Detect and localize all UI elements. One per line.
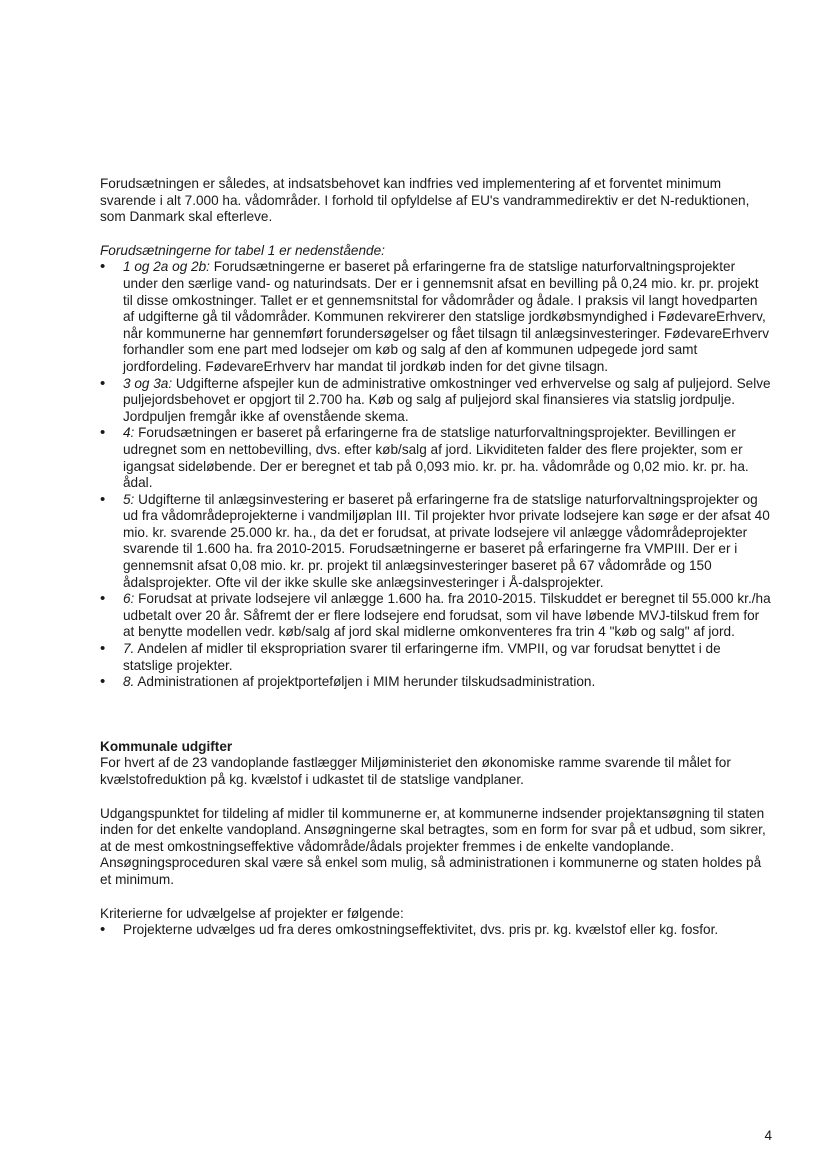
list-item: • Projekterne udvælges ud fra deres omkostningseffektivitet, dvs. pris pr. kg. kvælstof eller kg. fosfor. bbox=[100, 922, 772, 939]
item-text: Forudsat at private lodsejere vil anlægge 1.600 ha. fra 2010-2015. Tilskuddet er beregnet til 55.000 kr./ha udbetalt over 20 år. Såfremt der er flere lodsejere end forudsat, som vil have løbende MVJ-tilskud frem for at benytte modellen vedr. køb/salg af jord skal midlerne omkonventeres fra trin 4 "køb og salg" af jord. bbox=[123, 591, 771, 640]
item-text: Andelen af midler til ekspropriation svarer til erfaringerne ifm. VMPII, og var forudsat benyttet i de statslige projekter. bbox=[123, 641, 721, 673]
item-ref: 8. bbox=[123, 674, 135, 690]
item-ref: 3 og 3a: bbox=[123, 375, 173, 391]
list-item bbox=[100, 641, 772, 674]
section-heading: Kommunale udgifter bbox=[100, 738, 233, 754]
assumptions-list bbox=[100, 259, 772, 690]
intro-paragraph: Forudsætningen er således, at indsatsbehovet kan indfries ved implementering af et forventet minimum svarende i alt 7.000 ha. vådområder. I forhold til opfyldelse af EU's vandrammedirektiv er det N-reduktionen, som Danmark skal efterleve. bbox=[100, 176, 750, 225]
list-item bbox=[100, 674, 772, 691]
criteria-list bbox=[100, 922, 772, 939]
list-item bbox=[100, 259, 772, 375]
item-text: Forudsætningerne er baseret på erfaringerne fra de statslige naturforvaltningsprojekter under den særlige vand- og naturindsats. Der er i gennemsnit afsat en bevilling på 0,24 mio. kr. pr. projekt til disse omkostninger. Tallet er et gennemsnitstal for vådområder og ådale. I praksis vil langt hovedparten af udgifterne gå til vådområder. Kommunen rekvirerer den statslige jordkøbsmyndighed i FødevareErhverv, når kommunerne har gennemført forundersøgelser og fået tilsagn til anlægsinvesteringer. FødevareErhverv forhandler som ene part med lodsejer om køb og salg af den af kommunen udpegede jord samt jordfordeling. FødevareErhverv har mandat til jordkøb inden for det givne tilsagn. bbox=[123, 259, 770, 374]
item-ref: 1 og 2a og 2b: bbox=[123, 259, 210, 275]
assumptions-lead: Forudsætningerne for tabel 1 er nedenstående: bbox=[100, 242, 385, 258]
item-text: Forudsætningen er baseret på erfaringerne fra de statslige naturforvaltningsprojekter. Bevillingen er udregnet som en nettobevilling, dvs. efter køb/salg af jord. Likviditeten falder des flere projekter, som er igangsat sideløbende. Der er beregnet et tab på 0,093 mio. kr. pr. ha. vådområde og 0,02 mio. kr. pr. ha. ådal. bbox=[123, 425, 749, 491]
item-text: Administrationen af projektporteføljen i MIM herunder tilskudsadministration. bbox=[134, 674, 596, 690]
page-content bbox=[100, 176, 772, 939]
item-ref: 5: bbox=[123, 491, 135, 507]
list-item bbox=[100, 376, 772, 426]
criteria-lead: Kriterierne for udvælgelse af projekter er følgende: bbox=[100, 905, 404, 921]
section-paragraph-2: Udgangspunktet for tildeling af midler til kommunerne er, at kommunerne indsender projektansøgning til staten inden for det enkelte vandopland. Ansøgningerne skal betragtes, som en form for svar på et udbud, som sikrer, at de mest omkostningseffektive vådområde/ådals projekter fremmes i de enkelte vandoplande. Ansøgningsproceduren skal være så enkel som mulig, så administrationen i kommunerne og staten holdes på et minimum. bbox=[100, 805, 766, 887]
section-paragraph-1: For hvert af de 23 vandoplande fastlægger Miljøministeriet den økonomiske ramme svarende til målet for kvælstofreduktion på kg. kvælstof i udkastet til de statslige vandplaner. bbox=[100, 755, 731, 787]
item-ref: 6: bbox=[123, 591, 135, 607]
item-text: Udgifterne til anlægsinvestering er baseret på erfaringerne fra de statslige naturforvaltningsprojekter og ud fra vådområdeprojekterne i vandmiljøplan III. Til projekter hvor private lodsejere kan søge er der afsat 40 mio. kr. svarende 25.000 kr. ha., da det er forudsat, at private lodsejere vil anlægge vådområdeprojekter svarende til 1.600 ha. fra 2010-2015. Forudsætningerne er baseret på erfaringerne fra VMPIII. Der er i gennemsnit afsat 0,08 mio. kr. pr. projekt til anlægsinvesteringer baseret på 67 vådområde og 150 ådalsprojekter. Ofte vil der ikke skulle ske anlægsinvesteringer i Å-dalsprojekter. bbox=[123, 491, 770, 590]
list-item bbox=[100, 425, 772, 491]
list-item bbox=[100, 591, 772, 641]
item-ref: 7. bbox=[123, 641, 135, 657]
page-number: 4 bbox=[764, 1128, 772, 1143]
list-item bbox=[100, 492, 772, 592]
item-text: Udgifterne afspejler kun de administrative omkostninger ved erhvervelse og salg af puljejord. Selve puljejordsbehovet er opgjort til 2.700 ha. Køb og salg af puljejord skal finansieres via statslig jordpulje. Jordpuljen fremgår ikke af ovenstående skema. bbox=[123, 375, 771, 424]
item-ref: 4: bbox=[123, 425, 135, 441]
